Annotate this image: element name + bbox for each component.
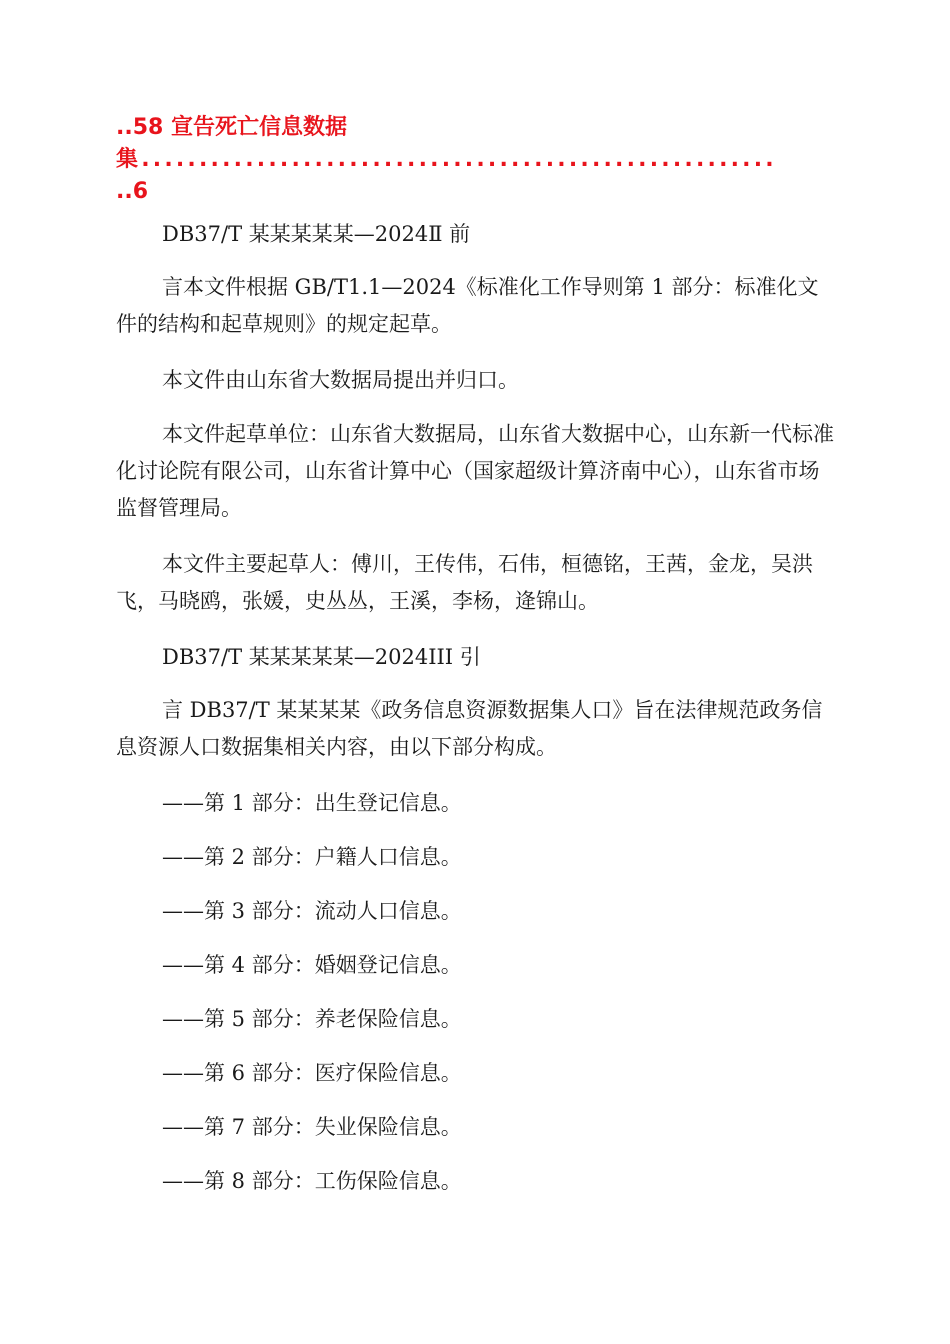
part-list-item: ——第 8 部分：工伤保险信息。 (162, 1169, 462, 1193)
foreword-paragraph-4: 本文件主要起草人：傅川，王传伟，石伟，桓德铭，王茜，金龙，吴洪飞，马晓鸥，张媛，史丛丛，王溪，李杨，逄锦山。 (116, 552, 813, 613)
part-list-item: ——第 6 部分：医疗保险信息。 (162, 1061, 462, 1085)
foreword-paragraph-1: 言本文件根据 GB/T1.1—2024《标准化工作导则第 1 部分：标准化文件的结构和起草规则》的规定起草。 (116, 275, 819, 336)
toc-entry-page-number: ..6 (116, 179, 149, 204)
part-list-item: ——第 3 部分：流动人口信息。 (162, 899, 462, 923)
toc-entry[interactable] (116, 112, 836, 208)
part-list-item: ——第 1 部分：出生登记信息。 (162, 791, 462, 815)
toc-entry-title: ..58 宣告死亡信息数据 (116, 115, 347, 140)
toc-entry-leader: 集....................................................... (116, 147, 777, 172)
part-list-item: ——第 5 部分：养老保险信息。 (162, 1007, 462, 1031)
foreword-header: DB37/T 某某某某某—2024Ⅱ 前 (162, 222, 471, 246)
foreword-paragraph-2: 本文件由山东省大数据局提出并归口。 (162, 368, 519, 392)
introduction-header: DB37/T 某某某某某—2024III 引 (162, 645, 481, 669)
part-list-item: ——第 2 部分：户籍人口信息。 (162, 845, 462, 869)
foreword-paragraph-3: 本文件起草单位：山东省大数据局，山东省大数据中心，山东新一代标准化讨论院有限公司，山东省计算中心（国家超级计算济南中心），山东省市场监督管理局。 (116, 422, 834, 520)
introduction-paragraph-1: 言 DB37/T 某某某某《政务信息资源数据集人口》旨在法律规范政务信息资源人口数据集相关内容，由以下部分构成。 (116, 698, 823, 759)
part-list-item: ——第 4 部分：婚姻登记信息。 (162, 953, 462, 977)
part-list-item: ——第 7 部分：失业保险信息。 (162, 1115, 462, 1139)
